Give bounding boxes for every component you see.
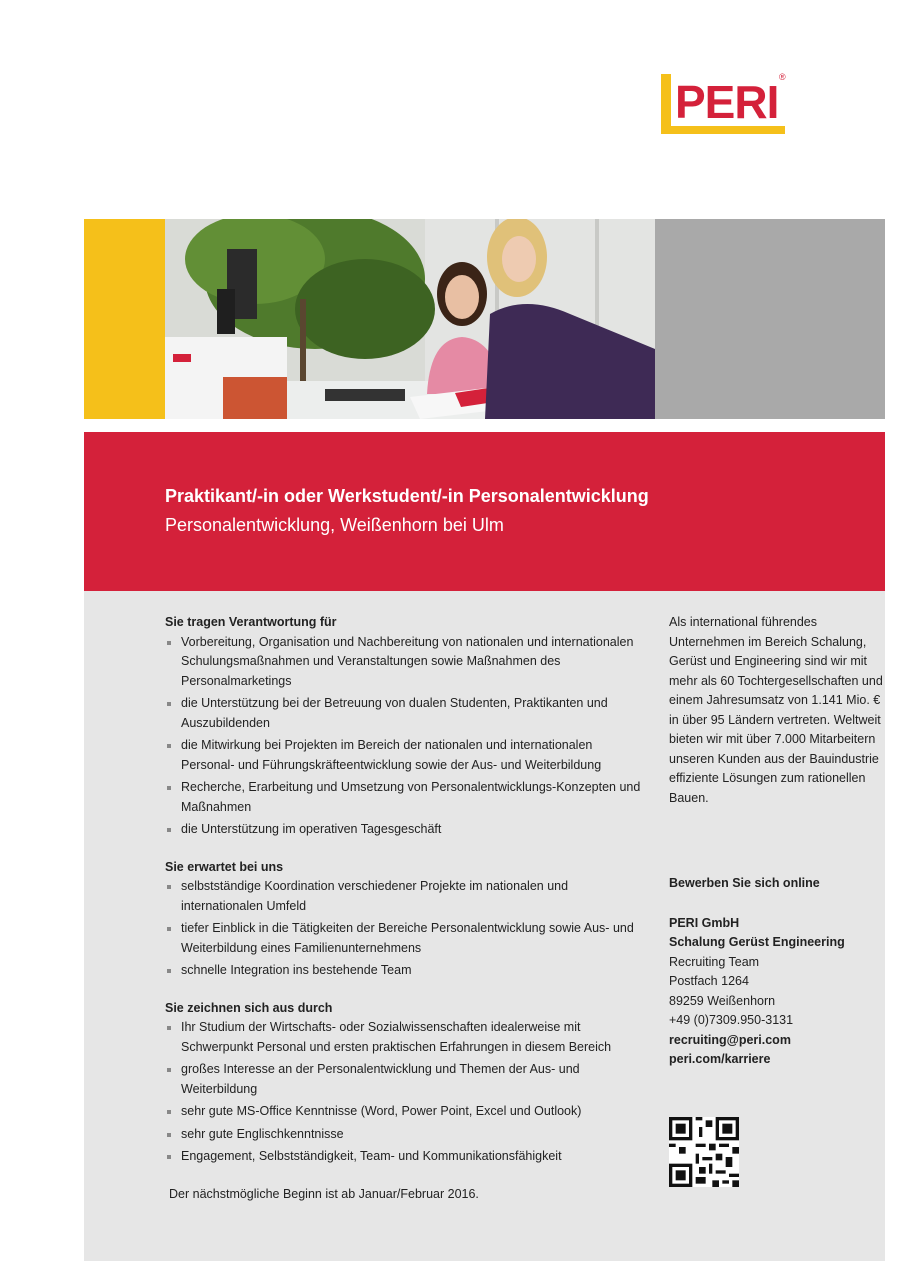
hero-banner xyxy=(84,219,885,419)
list-item: die Unterstützung im operativen Tagesgeschäft xyxy=(165,820,645,840)
list-item: sehr gute Englischkenntnisse xyxy=(165,1125,645,1145)
registered-mark: ® xyxy=(779,72,786,82)
section-heading: Sie tragen Verantwortung für xyxy=(165,615,337,629)
list-item: selbstständige Koordination verschiedener Projekte im nationalen und internationalen Umfeld xyxy=(165,877,645,916)
qr-code-icon[interactable] xyxy=(669,1117,739,1187)
peri-logo xyxy=(661,70,791,136)
company-sidebar xyxy=(669,613,884,1070)
phone: +49 (0)7309.950-3131 xyxy=(669,1013,794,1027)
list-item: sehr gute MS-Office Kenntnisse (Word, Power Point, Excel und Outlook) xyxy=(165,1102,645,1122)
careers-link[interactable]: peri.com/karriere xyxy=(669,1052,771,1066)
list-item: Recherche, Erarbeitung und Umsetzung von Personalentwicklungs-Konzepten und Maßnahmen xyxy=(165,778,645,817)
office-photo xyxy=(165,219,655,419)
job-subtitle: Personalentwicklung, Weißenhorn bei Ulm xyxy=(165,515,504,535)
list-item: die Unterstützung bei der Betreuung von dualen Studenten, Praktikanten und Auszubildenden xyxy=(165,694,645,733)
section-heading: Sie erwartet bei uns xyxy=(165,859,284,874)
section-heading: Sie zeichnen sich aus durch xyxy=(165,1000,333,1015)
recruiting-team: Recruiting Team xyxy=(669,954,760,969)
list-item: großes Interesse an der Personalentwicklung und Themen der Aus- und Weiterbildung xyxy=(165,1060,645,1099)
job-title-banner xyxy=(84,432,885,591)
postbox: Postfach 1264 xyxy=(669,974,749,988)
city: 89259 Weißenhorn xyxy=(669,993,776,1008)
email-link[interactable]: recruiting@peri.com xyxy=(669,1032,791,1047)
job-details xyxy=(165,613,645,1204)
company-name: PERI GmbH xyxy=(669,915,740,930)
requirements-list xyxy=(165,1018,645,1167)
apply-heading: Bewerben Sie sich online xyxy=(669,876,820,890)
list-item: Engagement, Selbstständigkeit, Team- und Kommunikationsfähigkeit xyxy=(165,1147,645,1167)
logo-text: PERI xyxy=(675,76,779,128)
offer-list xyxy=(165,877,645,981)
list-item: tiefer Einblick in die Tätigkeiten der Bereiche Personalentwicklung sowie Aus- und Weiterbildung eines Familienunternehmens xyxy=(165,919,645,958)
responsibilities-list xyxy=(165,633,645,840)
content-panel xyxy=(84,591,885,1261)
start-date-note: Der nächstmögliche Beginn ist ab Januar/Februar 2016. xyxy=(169,1186,479,1201)
company-tagline: Schalung Gerüst Engineering xyxy=(669,935,845,949)
company-blurb: Als international führendes Unternehmen im Bereich Schalung, Gerüst und Engineering sind wir mit mehr als 60 Tochtergesellschaften und einem Jahresumsatz von 1.141 Mio. € in über 95 Ländern vertreten. Weltweit bieten wir mit über 7.000 Mitarbeitern unseren Kunden aus der Bauindustrie effiziente Lösungen zum rationellen Bauen. xyxy=(669,615,883,805)
list-item: die Mitwirkung bei Projekten im Bereich der nationalen und internationalen Personal- und Führungskräfteentwicklung sowie der Aus- und Weiterbildung xyxy=(165,736,645,775)
yellow-accent-block xyxy=(84,219,165,419)
list-item: Ihr Studium der Wirtschafts- oder Sozialwissenschaften idealerweise mit Schwerpunkt Personal und ersten praktischen Erfahrungen in diesem Bereich xyxy=(165,1018,645,1057)
list-item: Vorbereitung, Organisation und Nachbereitung von nationalen und internationalen Schulungsmaßnahmen und Veranstaltungen sowie Maßnahmen des Personalmarketings xyxy=(165,633,645,692)
job-title: Praktikant/-in oder Werkstudent/-in Personalentwicklung xyxy=(165,486,649,506)
list-item: schnelle Integration ins bestehende Team xyxy=(165,961,645,981)
